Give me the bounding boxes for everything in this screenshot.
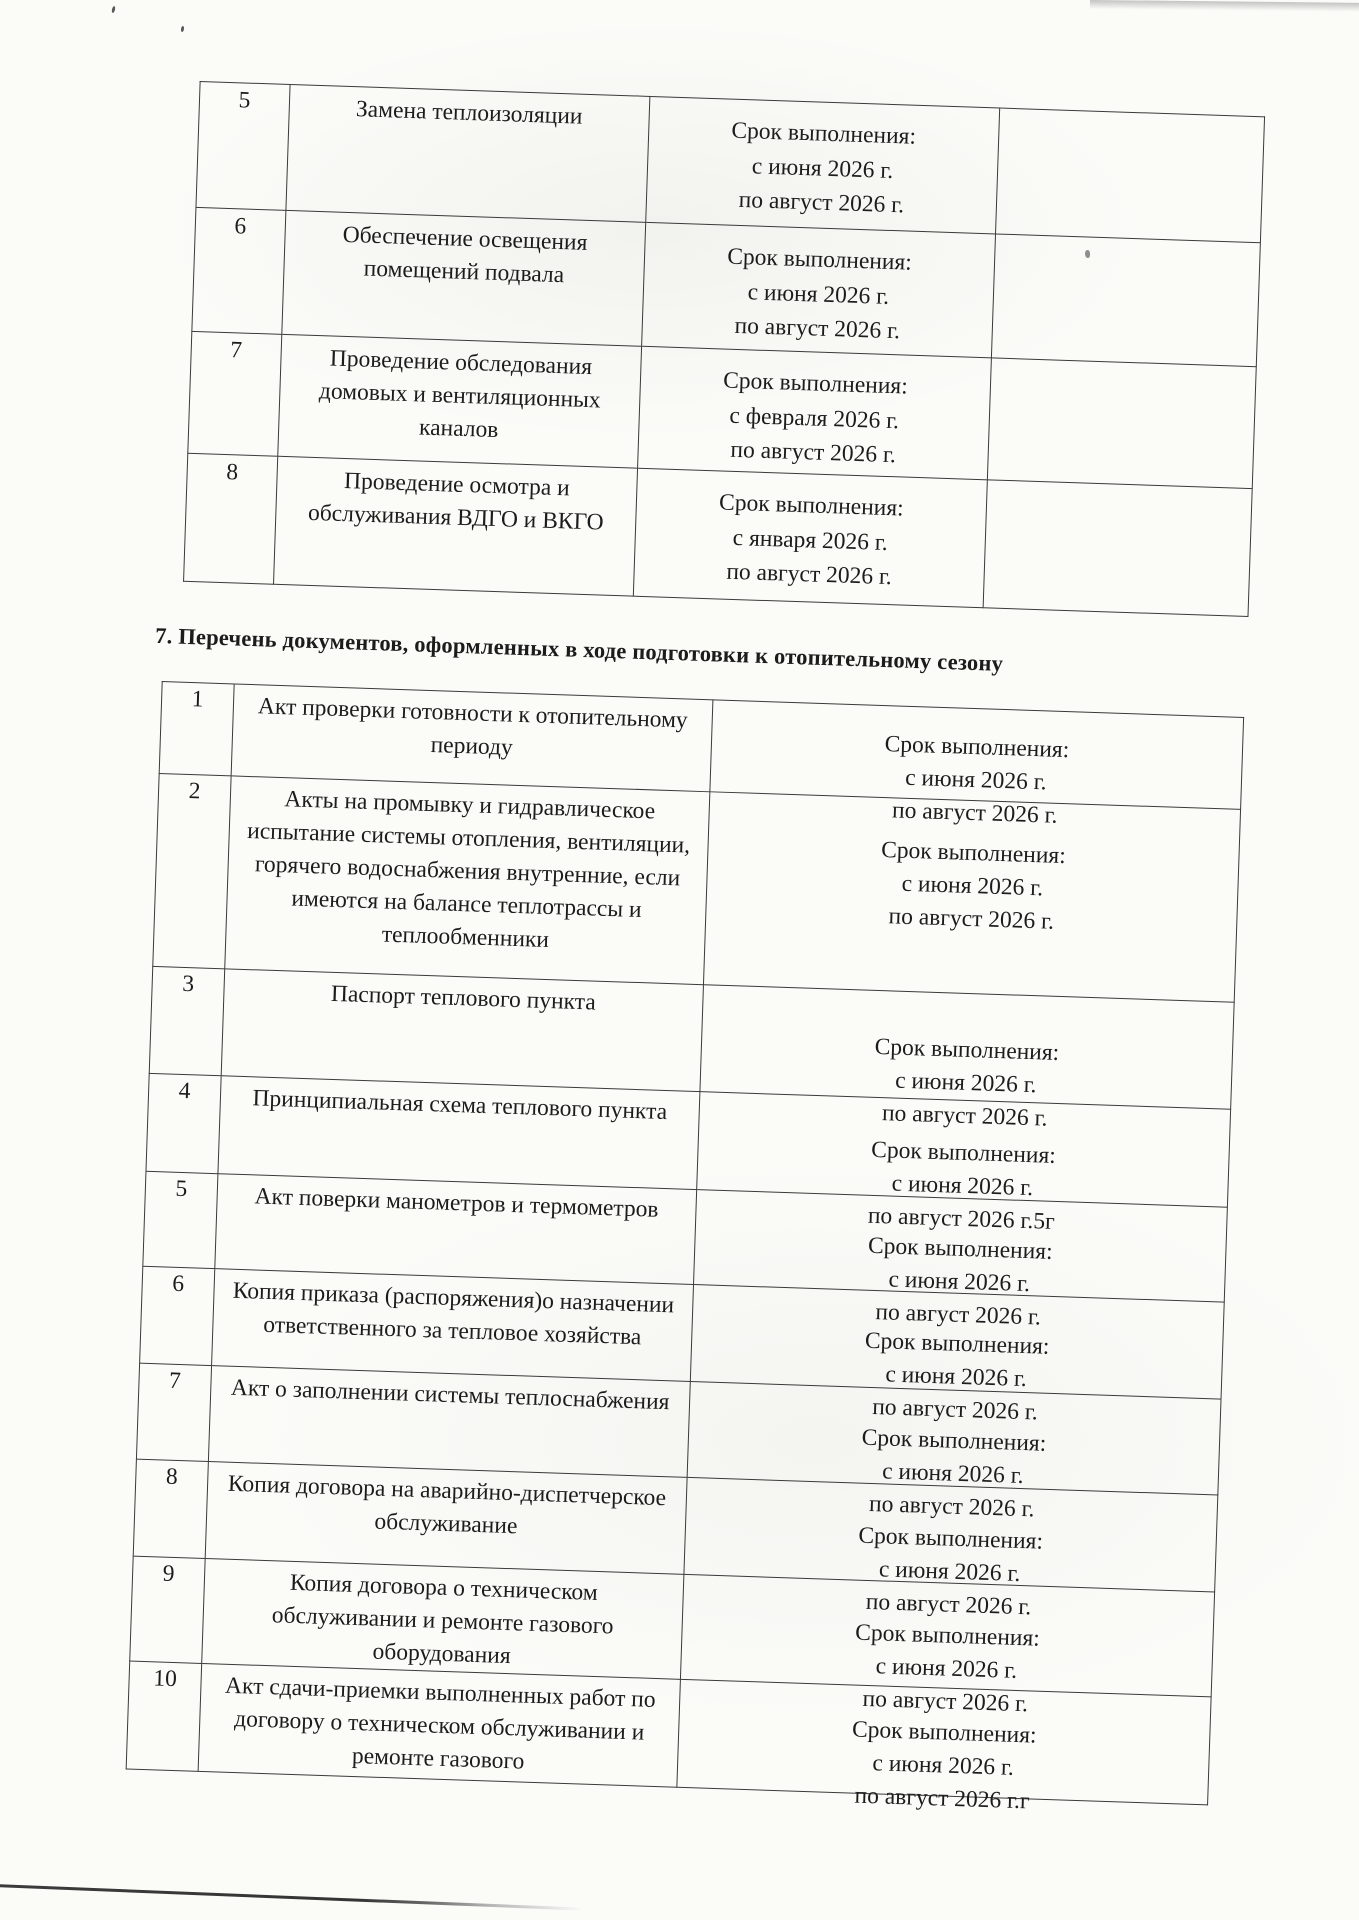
scan-speck-artifact <box>111 6 116 14</box>
deadline-text: Срок выполнения: с июня 2026 г. по август 2026 г. <box>874 1033 1060 1132</box>
document-name-cell: Акт поверки манометров и термометров <box>215 1174 697 1285</box>
deadline-cell: Срок выполнения: с июня 2026 г. по август 2026 г. <box>642 222 996 358</box>
document-name-cell: Копия приказа (распоряжения)о назначении ответственного за тепловое хозяйства <box>212 1269 694 1382</box>
row-number-cell: 6 <box>192 207 286 334</box>
deadline-text: Срок выполнения: с июня 2026 г. по август 2026 г. <box>854 1619 1041 1718</box>
row-number-cell: 8 <box>184 453 278 584</box>
scan-top-edge-shadow <box>1090 0 1359 12</box>
deadline-cell <box>697 1092 1231 1235</box>
works-table <box>183 81 1265 617</box>
document-name-cell: Акт проверки готовности к отопительному периоду <box>231 684 713 792</box>
document-name-cell: Принципиальная схема теплового пункта <box>218 1076 700 1190</box>
document-name-cell: Копия договора о техническом обслуживании и ремонте газового оборудования <box>202 1558 684 1679</box>
row-number-cell: 8 <box>133 1459 208 1558</box>
empty-cell <box>996 108 1265 243</box>
row-number-cell: 6 <box>140 1266 215 1365</box>
row-number-cell: 4 <box>146 1073 221 1173</box>
deadline-cell: Срок выполнения: с января 2026 г. по август 2026 г. <box>633 468 987 608</box>
empty-cell <box>991 234 1260 367</box>
row-number-cell: 7 <box>136 1363 211 1461</box>
deadline-cell <box>677 1679 1211 1815</box>
row-number-cell: 5 <box>196 82 290 211</box>
row-number-cell: 3 <box>149 966 225 1075</box>
work-name-cell: Проведение обследования домовых и вентиляционных каналов <box>278 334 642 468</box>
deadline-text: Срок выполнения: с июня 2026 г. по август 2026 г. <box>864 1327 1050 1426</box>
deadline-text: Срок выполнения: с июня 2026 г. по август 2026 г. <box>858 1522 1044 1621</box>
empty-cell <box>987 358 1256 489</box>
document-name-cell: Копия договора на аварийно-диспетчерское обслуживание <box>205 1462 687 1575</box>
deadline-cell <box>703 792 1240 1002</box>
work-name-cell: Замена теплоизоляции <box>286 84 650 222</box>
row-number-cell: 1 <box>159 682 234 776</box>
deadline-cell: Срок выполнения: с июня 2026 г. по август 2026 г. <box>646 96 1000 234</box>
section-7-heading: 7. Перечень документов, оформленных в ходе подготовки к отопительному сезону <box>154 622 1004 676</box>
deadline-cell <box>684 1477 1218 1621</box>
row-number-cell: 7 <box>188 331 282 456</box>
deadline-text: Срок выполнения: с июня 2026 г. по август 2026 г. <box>880 837 1067 935</box>
work-name-cell: Проведение осмотра и обслуживания ВДГО и ВКГО <box>274 456 638 596</box>
work-name-cell: Обеспечение освещения помещений подвала <box>282 210 646 346</box>
documents-table-row <box>153 774 1241 1003</box>
deadline-cell <box>680 1574 1214 1718</box>
deadline-cell <box>687 1381 1221 1523</box>
empty-cell <box>983 480 1252 617</box>
row-number-cell: 9 <box>130 1556 205 1663</box>
document-content <box>114 70 1290 1815</box>
deadline-text: Срок выполнения: с июня 2026 г. по август 2026 г.г <box>851 1716 1037 1815</box>
deadline-cell <box>694 1190 1228 1331</box>
row-number-cell: 10 <box>126 1661 202 1771</box>
deadline-cell: Срок выполнения: с февраля 2026 г. по август 2026 г. <box>638 346 992 480</box>
deadline-cell <box>690 1285 1224 1426</box>
document-name-cell: Паспорт теплового пункта <box>221 969 703 1092</box>
document-name-cell: Акт о заполнении системы теплоснабжения <box>208 1366 690 1478</box>
row-number-cell: 5 <box>143 1171 218 1268</box>
deadline-text: Срок выполнения: с июня 2026 г. по август 2026 г. <box>867 1232 1054 1331</box>
scan-bottom-edge-line <box>0 1884 584 1911</box>
deadline-text: Срок выполнения: с июня 2026 г. по август 2026 г.5г <box>867 1136 1057 1235</box>
documents-table <box>126 681 1245 1815</box>
document-name-cell: Акт сдачи-приемки выполненных работ по договору о техническом обслуживании и ремонте газового <box>198 1663 680 1787</box>
deadline-text: Срок выполнения: с июня 2026 г. по август 2026 г. <box>861 1424 1047 1523</box>
deadline-text: Срок выполнения: с июня 2026 г. по август 2026 г. <box>884 731 1070 829</box>
document-name-cell: Акты на промывку и гидравлическое испытание системы отопления, вентиляции, горячего водоснабжения внутренние, если имеются на балансе теплотрассы и теплообменники <box>225 776 710 985</box>
scan-dot-artifact <box>1085 250 1090 258</box>
row-number-cell: 2 <box>153 774 231 969</box>
deadline-cell <box>710 700 1244 829</box>
deadline-cell <box>700 985 1234 1132</box>
scan-speck-artifact <box>181 26 185 32</box>
